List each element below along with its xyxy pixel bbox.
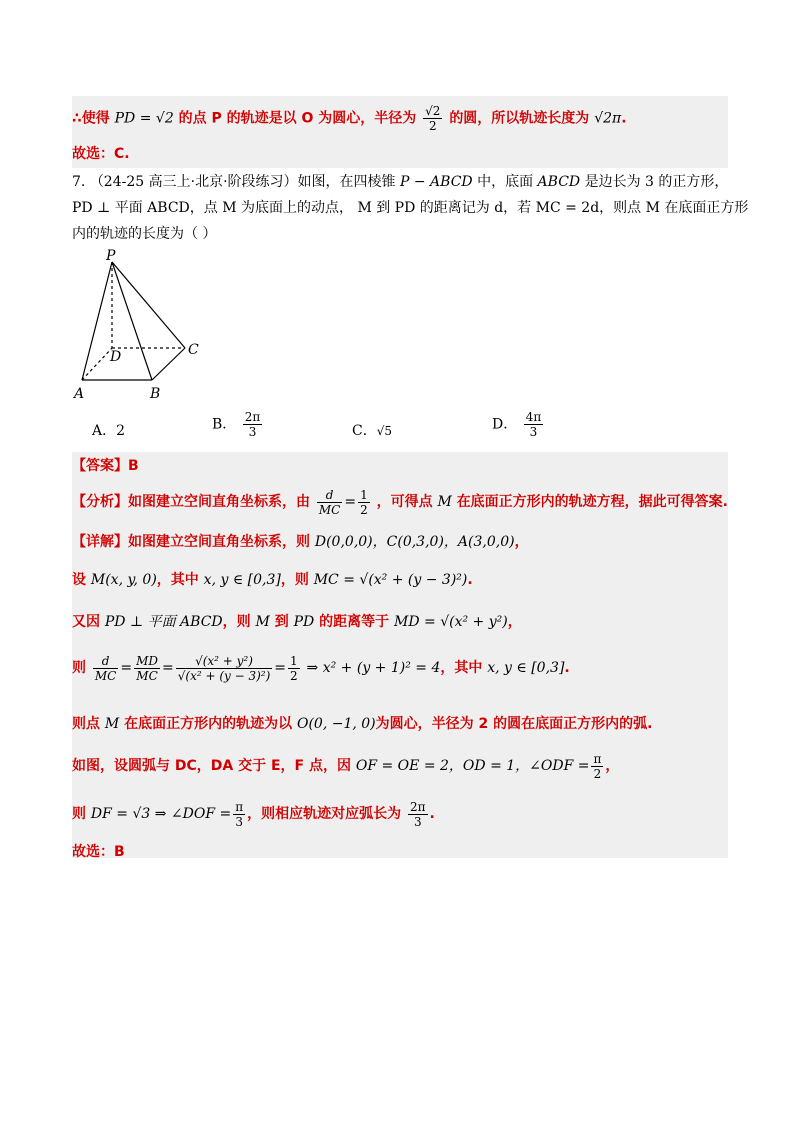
option-c[interactable]: C．√5 [352, 423, 392, 439]
question-line-2: PD ⊥ 平面 ABCD，点 M 为底面上的动点， M 到 PD 的距离记为 d，若 MC = 2d，则点 M 在底面正方形 [72, 200, 749, 216]
final-answer: 故选：B [72, 844, 125, 860]
label-A: A [74, 386, 85, 402]
edge-PC [112, 262, 185, 348]
question-line-1: 7. （24-25 高三上·北京·阶段练习）如图，在四棱锥 P − ABCD 中，底面 ABCD 是边长为 3 的正方形， [72, 174, 729, 190]
previous-answer: 故选：C. [72, 146, 130, 162]
label-B: B [150, 386, 161, 402]
label-P: P [106, 248, 116, 264]
label-D: D [110, 349, 122, 365]
detail-line-2: 设 M(x, y, 0)，其中 x, y ∈ [0,3]，则 MC = √(x² + (y − 3)²). [72, 572, 473, 588]
option-d[interactable]: D． $\frac{4\pi}{3}$ [492, 410, 542, 439]
analysis-line: 【分析】如图建立空间直角坐标系，由 $\frac{d}{MC}$ = $\frac{1}{2}$ ，可得点 M 在底面正方形内的轨迹方程，据此可得答案. [72, 487, 729, 517]
previous-solution-line: ∴使得 PD = √2 的点 P 的轨迹是以 O 为圆心，半径为 $\frac{√2}{2}$ 的圆，所以轨迹长度为 √2π. [72, 104, 627, 133]
detail-line-7: 则 DF = √3 ⇒ ∠DOF = $\frac{\pi}{3}$ ，则相应轨迹对应弧长为 $\frac{2\pi}{3}$ . [72, 799, 435, 829]
detail-line-3: 又因 PD ⊥ 平面 ABCD，则 M 到 PD 的距离等于 MD = √(x² + y²)， [72, 614, 522, 630]
label-C: C [188, 342, 199, 358]
edge-PA [82, 262, 112, 380]
option-a[interactable]: A．2 [92, 423, 126, 439]
edge-BC [152, 348, 185, 380]
pyramid-figure [70, 248, 210, 404]
question-line-3: 内的轨迹的长度为（ ） [72, 226, 217, 242]
option-b[interactable]: B． $\frac{2\pi}{3}$ [212, 410, 261, 439]
detail-line-4: 则 $\frac{d}{MC}$ = $\frac{MD}{MC}$ = $\frac{\text{√(x² + y²)}}{\text{√(x² + (y − 3)²)}}$ = $\frac{1}{2}$ ⇒ x² + (y + 1)² = 4，其中 x, y ∈ [0,3]. [72, 653, 570, 683]
detail-line-5: 则点 M 在底面正方形内的轨迹为以 O(0, −1, 0)为圆心，半径为 2 的圆在底面正方形内的弧. [72, 716, 653, 732]
detail-line-1: 【详解】如图建立空间直角坐标系，则 D(0,0,0)，C(0,3,0)，A(3,0,0)， [72, 534, 529, 550]
detail-line-6: 如图，设圆弧与 DC，DA 交于 E，F 点，因 OF = OE = 2，OD = 1，∠ODF = $\frac{\pi}{2}$ ， [72, 751, 620, 781]
answer-line: 【答案】B [72, 458, 139, 474]
